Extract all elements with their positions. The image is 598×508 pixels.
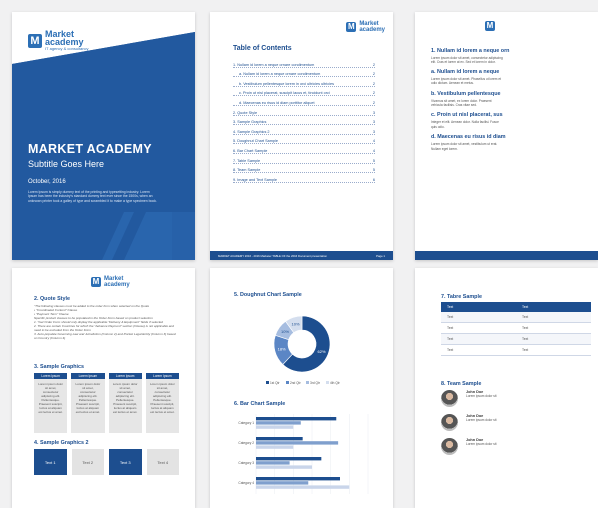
graphics-tile (109, 449, 142, 475)
graphics-card (34, 373, 67, 433)
graphics-card (71, 373, 104, 433)
logo-tagline: IT agency & consultancy (45, 46, 89, 51)
graphics-tile (34, 449, 67, 475)
card-header: Lorem Ipsum (146, 373, 179, 379)
toc-entry-page: 3 (372, 110, 375, 115)
quote-line: "The following clauses must be added to the order form when selected on the Quote (34, 304, 150, 308)
legend-swatch (266, 381, 269, 384)
team-member-role: Lorem ipsum dolor sit (466, 442, 497, 446)
bar (256, 425, 293, 428)
avatar (441, 438, 458, 455)
card-body: Lorem ipsum dolor sit amet, consectetur adipiscing elit. Pellentesque. Praesent suscipit, luctus at aliquam est lectus et amet. (112, 382, 138, 414)
content-footer (415, 251, 598, 260)
bar (256, 437, 303, 440)
donut-data-label: 10% (291, 321, 300, 327)
toc-entry[interactable] (233, 106, 375, 116)
section-body-1: Lorem ipsum dolor sit amet, consectetur adipiscing elit. Cras et lorem at ex. Sed et lorem in dolor. (431, 56, 503, 65)
quote-line: • "Payment Term" Clause (34, 312, 69, 316)
team-heading: 8. Team Sample (441, 381, 482, 387)
toc-entry-page: 2 (372, 100, 375, 105)
logo-text-market: Market (359, 21, 379, 27)
toc-list (233, 58, 375, 183)
graphics-tile (72, 449, 105, 475)
table-cell: Text (522, 348, 529, 352)
toc-entry[interactable] (233, 135, 375, 145)
toc-entry-label: 6. Bar Chart Sample (233, 148, 268, 153)
table-cell: Text (447, 348, 454, 352)
table-cell: Text (447, 326, 454, 330)
toc-entry-page: 2 (372, 72, 375, 77)
toc-entry-page: 5 (372, 168, 375, 173)
logo-mark-icon: M (28, 34, 42, 48)
cover-blurb: Lorem Ipsum is simply dummy text of the printing and typesetting industry. Lorem Ipsum has been the industry's standard dummy text ever since the 1500s, when an unknown printer took a galley of type and scrambled it to make a type specimen book. (28, 190, 157, 203)
section-heading-c: c. Proin ut nisl placerat, sus (431, 112, 503, 119)
graphics-card (109, 373, 142, 433)
avatar (441, 390, 458, 407)
toc-entry-label: 1. Nullam id lorem a neque ornare condimentum (233, 62, 315, 67)
doughnut-chart-heading: 5. Doughnut Chart Sample (234, 292, 302, 298)
quote-line: 2. There are certain Countries for which the "Advance Payment" section (Clause) is not applicable and need to be excluded from the Order Form (34, 324, 174, 332)
table-header-cell: Text (522, 305, 529, 309)
quote-line: • "Coordinated Content" Clause (34, 308, 78, 312)
toc-entry-page: 2 (372, 62, 375, 67)
toc-entry[interactable] (233, 154, 375, 164)
team-member (441, 414, 591, 438)
legend-label: 3rd Qtr (310, 381, 320, 385)
table-row (441, 334, 591, 345)
section-heading-1: 1. Nullam id lorem a neque orn (431, 48, 510, 54)
toc-title: Table of Contents (233, 45, 292, 52)
toc-entry-label: c. Proin ut nisl placerat, suscipit lacus et, tincidunt orci (239, 91, 330, 96)
quote-line: 1. "Get Order Form should only display the applicable "Delivery & Equipment" fields if selected (34, 320, 163, 324)
cover-date: October, 2016 (28, 179, 66, 185)
toc-entry-page: 4 (372, 139, 375, 144)
toc-entry-page: 2 (372, 81, 375, 86)
logo-mark-icon: M (486, 21, 494, 30)
bar (256, 457, 321, 460)
bar (256, 461, 290, 464)
graphics-tile (147, 449, 180, 475)
bar (256, 465, 312, 468)
tile-label: Text 4 (157, 459, 169, 465)
cover-title: MARKET ACADEMY (28, 142, 152, 156)
section-body-a: Lorem ipsum dolor sit amet. Phasellus ut lorem et odio dictum. Aenean et metus. (431, 76, 501, 86)
toc-entry-page: 4 (372, 148, 375, 153)
quote-lines (34, 304, 179, 340)
table-row (441, 312, 591, 323)
table-row (441, 323, 591, 334)
toc-entry-label: a. Nullam id lorem a neque ornare condimentum (239, 72, 321, 77)
section-body-b: Vivamus sit amet, ex lorem dolor. Praesent vehicula facilisis. Cras vitae sed. (431, 98, 492, 108)
legend-label: 1st Qtr (270, 381, 280, 385)
table-header-row (441, 302, 591, 312)
content-logo (485, 21, 495, 31)
toc-entry-page: 3 (372, 120, 375, 125)
team-member-name: John Doe (466, 414, 484, 418)
donut-data-label: 18% (277, 346, 286, 352)
logo-text-academy: academy (104, 282, 130, 288)
sample-graphics-2-heading: 4. Sample Graphics 2 (34, 440, 89, 446)
team-member-role: Lorem ipsum dolor sit (466, 394, 497, 398)
table-team-page (415, 268, 598, 508)
quote-line: Specific product clauses to be populated in the Order Form based on product selection (34, 316, 153, 320)
graphics-cards (34, 373, 179, 433)
graphics-tiles (34, 449, 179, 475)
logo-text-market: Market (104, 276, 124, 282)
toc-entry[interactable] (233, 144, 375, 154)
toc-entry[interactable] (233, 173, 375, 183)
table-cell: Text (522, 315, 529, 319)
quote-graphics-page (12, 268, 195, 508)
toc-entry[interactable] (233, 125, 375, 135)
toc-entry[interactable] (233, 96, 375, 106)
legend-swatch (326, 381, 329, 384)
toc-footer (210, 251, 393, 260)
quote-page-logo (91, 276, 130, 288)
card-body: Lorem ipsum dolor sit amet, consectetur adipiscing elit. Pellentesque. Praesent suscipit, luctus at aliquam est lectus et amet. (75, 382, 101, 414)
toc-entry-label: 7. Table Sample (233, 158, 261, 163)
toc-entry[interactable] (233, 68, 375, 78)
table-cell: Text (447, 315, 454, 319)
toc-entry-label: 8. Team Sample (233, 168, 261, 173)
legend-swatch (286, 381, 289, 384)
team-member-info (466, 390, 496, 398)
toc-entry[interactable] (233, 58, 375, 68)
toc-entry-label: 5. Doughnut Chart Sample (233, 139, 278, 144)
section-heading-a: a. Nullam id lorem a neque (431, 68, 500, 75)
avatar (441, 414, 458, 431)
team-member (441, 438, 591, 462)
toc-entry-page: 3 (372, 129, 375, 134)
table-header-cell: Text (447, 305, 454, 309)
bar-chart-heading: 6. Bar Chart Sample (234, 401, 286, 407)
bar (256, 477, 340, 480)
donut-data-label: 10% (281, 328, 290, 334)
toc-entry-page: 5 (372, 158, 375, 163)
card-header: Lorem Ipsum (71, 373, 104, 379)
donut-data-label: 62% (317, 349, 326, 355)
toc-entry-label: 9. Image and Text Sample (233, 177, 278, 182)
section-heading-d: d. Maecenas eu risus id diam (431, 134, 506, 141)
content-page-1 (415, 12, 598, 260)
footer-page-number: Page 1 (376, 253, 385, 258)
sample-graphics-heading: 3. Sample Graphics (34, 364, 85, 370)
toc-page (210, 12, 393, 260)
card-header: Lorem Ipsum (109, 373, 142, 379)
toc-entry[interactable] (233, 87, 375, 97)
footer-text: MARKET ACADEMY 2016 - 2016 Marketer TABLE OF the 2016 Document presentation (218, 253, 327, 258)
team-member-info (466, 414, 496, 422)
team-member-info (466, 438, 496, 446)
toc-entry-page: 2 (372, 91, 375, 96)
table-cell: Text (522, 337, 529, 341)
bar (256, 445, 293, 448)
bar-chart (228, 408, 378, 498)
bar (256, 417, 336, 420)
table-heading: 7. Tabre Sample (441, 294, 482, 300)
toc-entry-page: 6 (372, 177, 375, 182)
section-body-c: Integer et elit. Aenean dolor. Nulla facilisi. Fusce quis odio. (431, 120, 499, 129)
card-header: Lorem Ipsum (34, 373, 67, 379)
legend-label: 4th Qtr (330, 381, 340, 385)
team-member-name: John Doe (466, 390, 484, 394)
logo-text-academy: academy (45, 37, 84, 47)
legend-label: 2nd Qtr (290, 381, 301, 385)
quote-line: 3. Auto-populate Governing Law and Jurisdiction (Column 2) and Pocket Legal Entity (Column 3) based on Country (Column 4) (34, 332, 176, 340)
toc-entry[interactable] (233, 77, 375, 87)
toc-entry[interactable] (233, 164, 375, 174)
sample-table (441, 302, 591, 356)
card-body: Lorem ipsum dolor sit amet, consectetur adipiscing elit. Pellentesque. Praesent suscipit, luctus at aliquam est lectus et amet. (38, 382, 64, 414)
toc-logo (346, 21, 385, 33)
logo-mark-icon: M (347, 22, 355, 31)
cover-subtitle: Subtitle Goes Here (28, 159, 105, 169)
bar (256, 481, 308, 484)
tile-label: Text 3 (119, 459, 131, 465)
team-member-role: Lorem ipsum dolor sit (466, 418, 497, 422)
cover-page (12, 12, 195, 260)
table-row (441, 345, 591, 356)
team-member-name: John Doe (466, 438, 484, 442)
tile-label: Text 2 (82, 459, 94, 465)
team-list (441, 390, 591, 462)
cover-logo (28, 30, 89, 51)
table-cell: Text (522, 326, 529, 330)
category-label: Category 3 (238, 461, 254, 465)
toc-entry-label: d. Maecenas eu risus id diam porttitor aliquet (239, 100, 315, 105)
legend-swatch (306, 381, 309, 384)
charts-page (210, 268, 393, 508)
toc-entry-label: 2. Quote Style (233, 110, 258, 115)
logo-text-academy: academy (359, 27, 385, 33)
table-cell: Text (447, 337, 454, 341)
logo-mark-icon: M (92, 277, 100, 286)
graphics-card (146, 373, 179, 433)
card-body: Lorem ipsum dolor sit amet, consectetur adipiscing elit. Pellentesque. Praesent suscipit, luctus at aliquam est lectus et amet. (149, 382, 175, 414)
section-heading-b: b. Vestibulum pellentesque (431, 90, 501, 97)
toc-entry-label: 4. Sample Graphics 2 (233, 129, 270, 134)
toc-entry-label: 3. Sample Graphics (233, 120, 267, 125)
section-body-d: Lorem ipsum dolor sit amet, vestibulum ut erat. Nullam eget lorem. (431, 142, 498, 151)
quote-heading: 2. Quote Style (34, 296, 70, 302)
toc-entry-label: b. Vestibulum pellentesque lorem in orci ultricies ultricies (239, 81, 334, 86)
bar (256, 421, 301, 424)
team-member (441, 390, 591, 414)
category-label: Category 2 (238, 441, 254, 445)
bar (256, 441, 338, 444)
doughnut-chart (232, 298, 372, 398)
category-label: Category 1 (238, 421, 254, 425)
tile-label: Text 1 (44, 459, 56, 465)
category-label: Category 4 (238, 481, 254, 485)
bar (256, 485, 349, 488)
logo-text-market: Market (45, 29, 75, 39)
toc-entry[interactable] (233, 116, 375, 126)
